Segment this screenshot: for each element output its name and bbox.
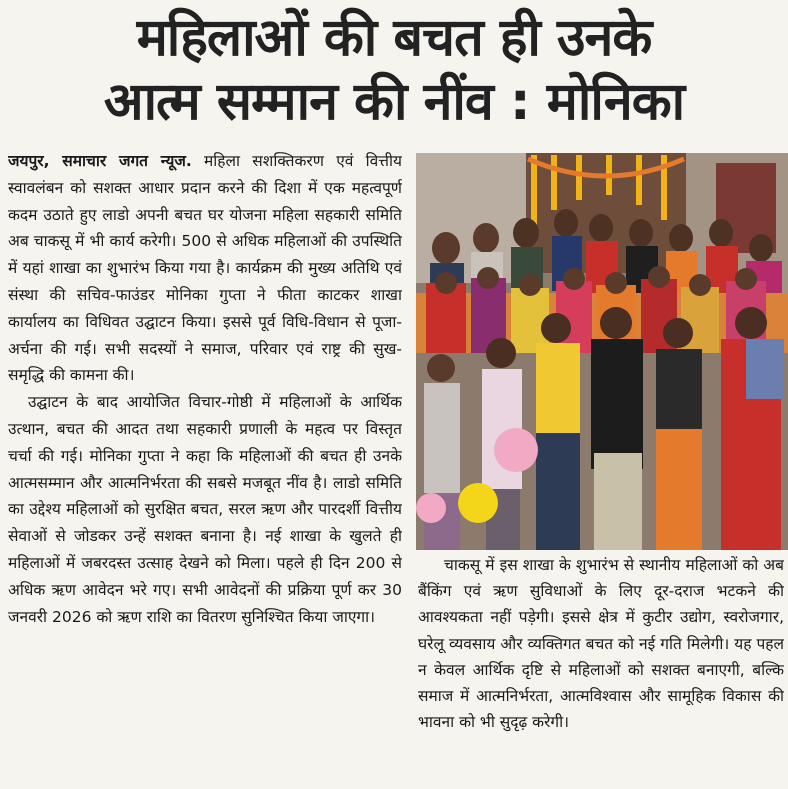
dateline: जयपुर, समाचार जगत न्यूज. (8, 152, 192, 170)
article-paragraph-1 (8, 148, 402, 389)
article-paragraph-3: चाकसू में इस शाखा के शुभारंभ से स्थानीय महिलाओं को अब बैंकिंग एवं ऋण सुविधाओं के लिए दूर-दराज भटकने की आवश्यकता नहीं पड़ेगी। इससे क्षेत्र में कुटीर उद्योग, स्वरोजगार, घरेलू व्यवसाय और व्यक्तिगत बचत को नई गति मिलेगी। यह पहल न केवल आर्थिक दृष्टि से महिलाओं को सशक्त बनाएगी, बल्कि समाज में आत्मनिर्भरता, आत्मविश्वास और सामूहिक विकास की भावना को भी सुदृढ़ करेगी। (418, 556, 784, 732)
article-left-column (8, 148, 402, 778)
article-paragraph-2: उद्घाटन के बाद आयोजित विचार-गोष्ठी में महिलाओं के आर्थिक उत्थान, बचत की आदत तथा सहकारी प्रणाली के महत्व पर विस्तृत चर्चा की गई। मोनिका गुप्ता ने कहा कि महिलाओं की बचत ही उनके आत्मसम्मान और आत्मनिर्भरता की सबसे मजबूत नींव है। लाडो समिति का उद्देश्य महिलाओं को सुरक्षित बचत, सरल ऋण और पारदर्शी वित्तीय सेवाओं से जोडकर उन्हें सशक्त बनाना है। नई शाखा के खुलते ही महिलाओं में जबरदस्त उत्साह देखने को मिला। पहले ही दिन 200 से अधिक ऋण आवेदन भरे गए। सभी आवेदनों की प्रक्रिया पूर्ण कर 30 जनवरी 2026 को ऋण राशि का वितरण सुनिश्चित किया जाएगा। (8, 393, 402, 626)
headline (0, 0, 788, 148)
paragraph-1-body: महिला सशक्तिकरण एवं वित्तीय स्वावलंबन को सशक्त आधार प्रदान करने की दिशा में एक महत्वपूर्ण कदम उठाते हुए लाडो अपनी बचत घर योजना महिला सहकारी समिति अब चाकसू में भी कार्य करेगी। 500 से अधिक महिलाओं की उपस्थिति में यहां शाखा का शुभारंभ किया गया है। कार्यक्रम की मुख्य अतिथि एवं संस्था की सचिव-फाउंडर मोनिका गुप्ता ने फीता काटकर शाखा कार्यालय का विधिवत उद्घाटन किया। इससे पूर्व विधि-विधान से पूजा-अर्चना की गई। सभी सदस्यों ने समाज, परिवार एवं राष्ट्र की सुख-समृद्धि की कामना की। (8, 152, 402, 385)
article-right-column (418, 552, 784, 782)
news-photo-group-of-women (416, 153, 788, 550)
headline-line-1: महिलाओं की बचत ही उनके (136, 8, 652, 68)
headline-line-2: आत्म सम्मान की नींव : मोनिका (103, 72, 685, 132)
